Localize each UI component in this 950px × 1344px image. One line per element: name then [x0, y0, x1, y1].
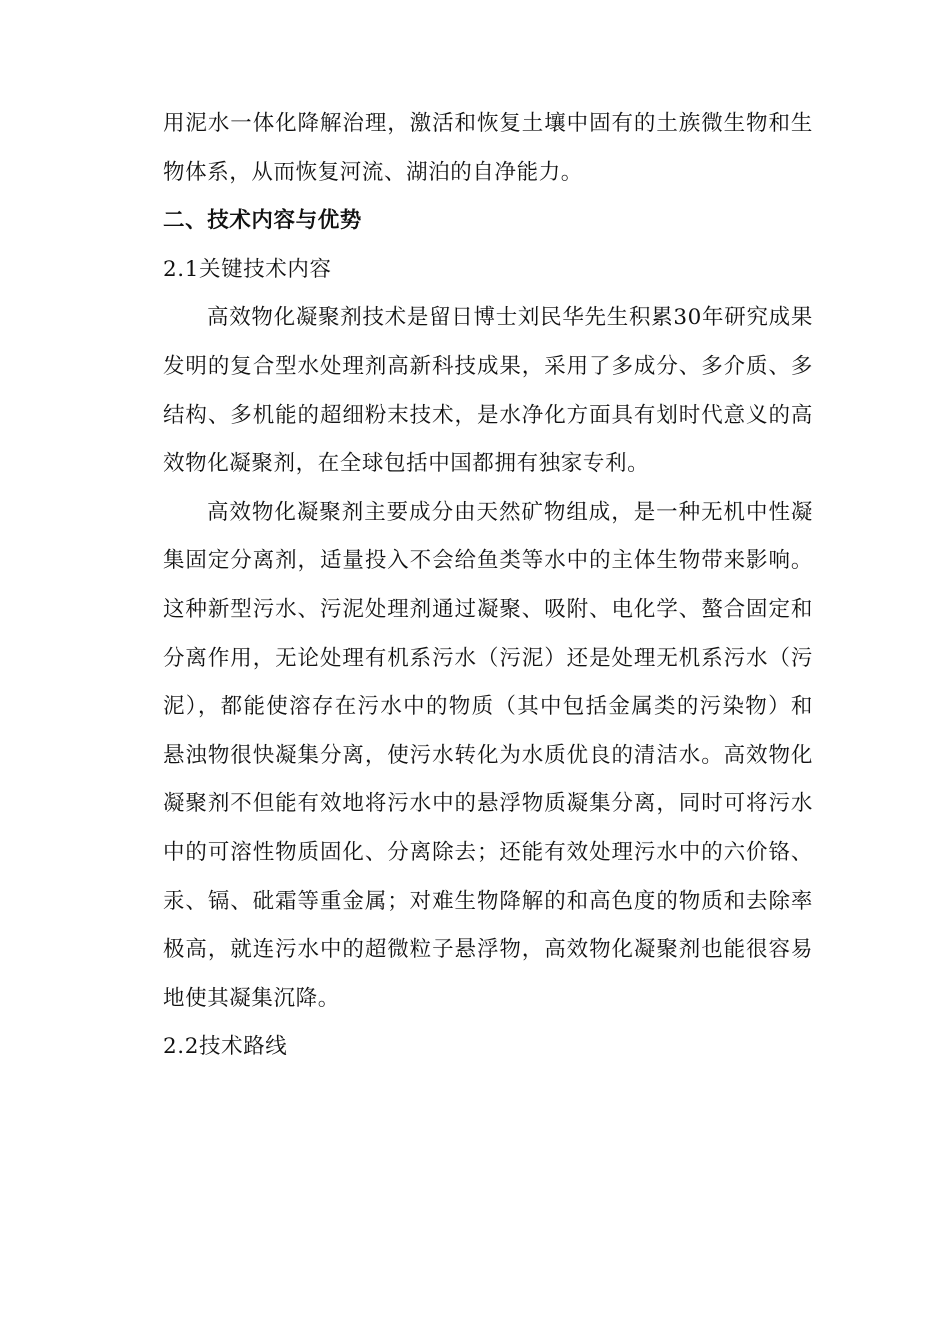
paragraph-coagulant-composition: 高效物化凝聚剂主要成分由天然矿物组成，是一种无机中性凝集固定分离剂，适量投入不会给鱼类等水中的主体生物带来影响。这种新型污水、污泥处理剂通过凝聚、吸附、电化学、螯合固定和分离作用，无论处理有机系污水（污泥）还是处理无机系污水（污泥），都能使溶存在污水中的物质（其中包括金属类的污染物）和悬浊物很快凝集分离，使污水转化为水质优良的清洁水。高效物化凝聚剂不但能有效地将污水中的悬浮物质凝集分离，同时可将污水中的可溶性物质固化、分离除去；还能有效处理污水中的六价铬、汞、镉、砒霜等重金属；对难生物降解的和高色度的物质和去除率极高，就连污水中的超微粒子悬浮物，高效物化凝聚剂也能很容易地使其凝集沉降。	[163, 499, 813, 1011]
paragraph-coagulant-intro: 高效物化凝聚剂技术是留日博士刘民华先生积累30年研究成果发明的复合型水处理剂高新科技成果，采用了多成分、多介质、多结构、多机能的超细粉末技术，是水净化方面具有划时代意义的高效物化凝聚剂，在全球包括中国都拥有独家专利。	[163, 305, 813, 477]
paragraph-continued: 用泥水一体化降解治理，激活和恢复土壤中固有的土族微生物和生物体系，从而恢复河流、湖泊的自净能力。	[163, 111, 813, 185]
document-page	[163, 100, 813, 1072]
subsection-heading-tech-route: 2.2技术路线	[163, 1034, 288, 1060]
section-heading: 二、技术内容与优势	[163, 208, 362, 234]
subsection-heading-key-tech: 2.1关键技术内容	[163, 256, 332, 282]
